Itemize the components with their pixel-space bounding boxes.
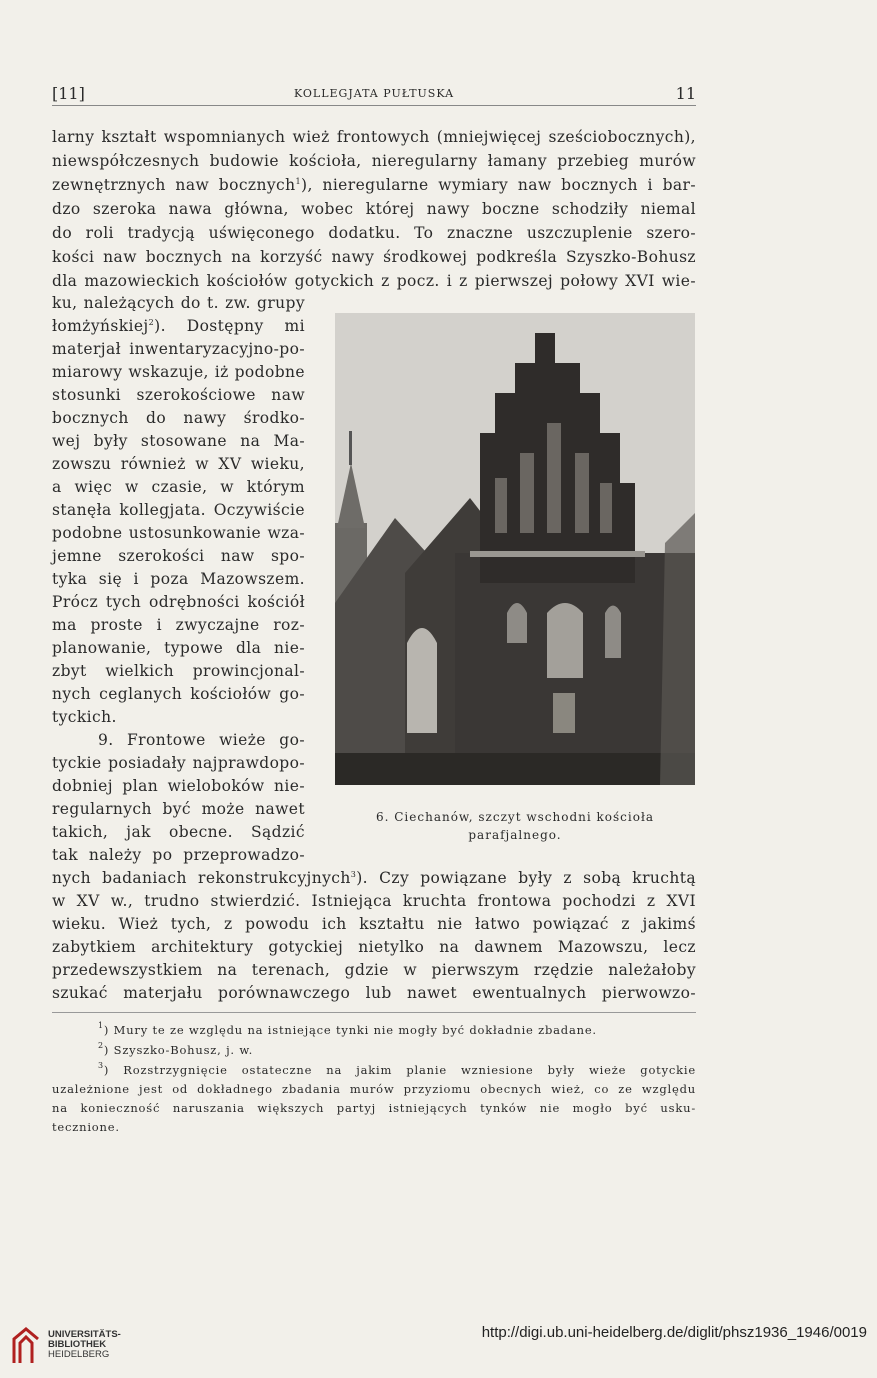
text-line: bocznych do nawy środko- <box>52 409 305 427</box>
text-line: w XV w., trudno stwierdzić. Istniejąca kruchta frontowa pochodzi z XVI <box>52 892 696 910</box>
text-line: miarowy wskazuje, iż podobne <box>52 363 305 381</box>
footnote-line: tecznione. <box>52 1120 120 1134</box>
text-line: szukać materjału porównawczego lub nawet ewentualnych pierwowzo- <box>52 984 696 1002</box>
footnote-text: Rozstrzygnięcie ostateczne na jakim planie wzniesione były wieże gotyckie <box>123 1063 696 1077</box>
figure-caption: parafjalnego. <box>468 828 562 842</box>
library-logo[interactable] <box>10 1325 170 1367</box>
text-line: dla mazowieckich kościołów gotyckich z pocz. i z pierwszej połowy XVI wie- <box>52 272 696 290</box>
footnote-number: 2 <box>98 1041 104 1050</box>
text-line: materjał inwentaryzacyjno-po- <box>52 340 305 358</box>
text-line: stanęła kollegjata. Oczywiście <box>52 501 305 519</box>
text-line: ma proste i zwyczajne roz- <box>52 616 305 634</box>
footnote-text: Szyszko-Bohusz, j. w. <box>113 1043 254 1057</box>
text-line <box>52 867 696 889</box>
text-line: takich, jak obecne. Sądzić <box>52 823 305 841</box>
text-line: nych ceglanych kościołów go- <box>52 685 305 703</box>
text-line: zbyt wielkich prowincjonal- <box>52 662 305 680</box>
footnote-rule <box>52 1012 696 1013</box>
text-line: dzo szeroka nawa główna, wobec której nawy boczne schodziły niemal <box>52 200 696 218</box>
footnote-ref: 2 <box>148 318 155 327</box>
footnote-number: 3 <box>98 1061 104 1070</box>
text-fragment: łomżyńskiej <box>52 317 149 335</box>
footnote-ref: 3 <box>350 870 357 879</box>
text-line: a więc w czasie, w którym <box>52 478 305 496</box>
text-line: dobniej plan wieloboków nie- <box>52 777 305 795</box>
text-line <box>52 174 696 196</box>
text-line: zabytkiem architektury gotyckiej nietylko na dawnem Mazowszu, lecz <box>52 938 696 956</box>
text-line: tyckich. <box>52 708 117 726</box>
text-line: wieku. Wież tych, z powodu ich kształtu nie łatwo powiązać z jakimś <box>52 915 696 933</box>
text-fragment: zewnętrznych naw bocznych <box>52 176 296 194</box>
text-line: podobne ustosunkowanie wza- <box>52 524 305 542</box>
text-line: Prócz tych odrębności kościół <box>52 593 305 611</box>
text-line: jemne szerokości naw spo- <box>52 547 305 565</box>
text-line: tak należy po przeprowadzo- <box>52 846 305 864</box>
text-line: do roli tradycją uświęconego dodatku. To znaczne uszczuplenie szero- <box>52 224 696 242</box>
footnote: $^1$) Mury te ze względu na istniejące tynki nie mogły być dokładnie zbadane. <box>98 1021 597 1037</box>
text-line: regularnych być może nawet <box>52 800 305 818</box>
logo-line: BIBLIOTHEK <box>48 1339 107 1350</box>
text-fragment: ). Dostępny mi <box>154 317 305 335</box>
footnote: $^3$) Rozstrzygnięcie ostateczne na jakim planie wzniesione były wieże gotyckie <box>98 1061 696 1077</box>
text-line: tyka się i poza Mazowszem. <box>52 570 305 588</box>
text-line: larny kształt wspomnianych wież frontowych (mniejwięcej sześciobocznych), <box>52 128 696 146</box>
page-number: 11 <box>675 84 696 103</box>
text-line: tyckie posiadały najprawdopo- <box>52 754 305 772</box>
text-line: przedewszystkiem na terenach, gdzie w pierwszym rzędzie należałoby <box>52 961 696 979</box>
section-number: [11] <box>52 84 85 103</box>
text-line: stosunki szerokościowe naw <box>52 386 305 404</box>
source-url-link[interactable]: http://digi.ub.uni-heidelberg.de/diglit/phsz1936_1946/0019 <box>481 1324 867 1341</box>
footnote: $^2$) Szyszko-Bohusz, j. w. <box>98 1041 254 1057</box>
text-line: kości naw bocznych na korzyść nawy środkowej podkreśla Szyszko-Bohusz <box>52 248 696 266</box>
text-fragment: ), nieregularne wymiary naw bocznych i bar- <box>301 176 696 194</box>
church-illustration <box>335 313 695 785</box>
text-line: planowanie, typowe dla nie- <box>52 639 305 657</box>
text-line <box>52 315 305 337</box>
footnote-ref: 1 <box>295 177 301 186</box>
library-logo-icon <box>10 1325 42 1365</box>
text-line: 9. Frontowe wieże go- <box>98 731 305 749</box>
text-fragment: ). Czy powiązane były z sobą kruchtą <box>356 869 696 887</box>
text-line: ku, należących do t. zw. grupy <box>52 294 305 312</box>
footnote-line: uzależnione jest od dokładnego zbadania murów przyziomu obecnych wież, co ze względu <box>52 1082 696 1096</box>
logo-line: UNIVERSITÄTS- <box>48 1329 121 1340</box>
footnote-number: 1 <box>98 1021 104 1030</box>
running-header <box>52 84 696 108</box>
text-line: wej były stosowane na Ma- <box>52 432 305 450</box>
logo-line: HEIDELBERG <box>48 1349 110 1360</box>
running-title: KOLLEGJATA PUŁTUSKA <box>293 87 455 100</box>
footnote-line: na konieczność naruszania większych partyj istniejących tynków nie mogło być usku- <box>52 1101 696 1115</box>
footnote-text: Mury te ze względu na istniejące tynki nie mogły być dokładnie zbadane. <box>113 1023 597 1037</box>
header-rule <box>52 105 696 106</box>
figure-caption: 6. Ciechanów, szczyt wschodni kościoła <box>375 810 654 824</box>
text-line: zowszu również w XV wieku, <box>52 455 305 473</box>
library-logo-text <box>48 1330 121 1360</box>
church-photo <box>335 313 695 785</box>
text-line: niewspółczesnych budowie kościoła, nieregularny łamany przebieg murów <box>52 152 696 170</box>
text-fragment: nych badaniach rekonstrukcyjnych <box>52 869 351 887</box>
